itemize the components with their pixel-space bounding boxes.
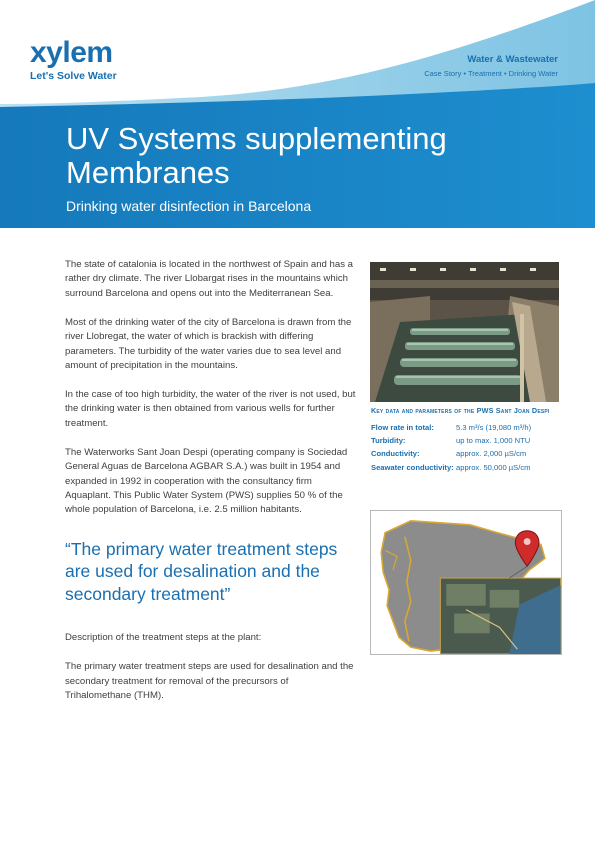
key-data-title: Key data and parameters of the PWS Sant Joan Despi: [371, 406, 550, 415]
key-data-value: approx. 2,000 µS/cm: [456, 449, 527, 459]
paragraph: The Waterworks Sant Joan Despi (operating company is Sociedad General Aguas de Barcelona AGBAR S.A.) was built in 1954 and expanded in 1992 in cooperation with the consultancy firm Aquaplant. This Public Water System (PWS) supplies 50 % of the whole population of Barcelona, i.e. 2.5 million habitants.: [65, 446, 348, 516]
title-block: [66, 122, 486, 214]
key-data-row: [371, 434, 561, 447]
paragraph: The state of catalonia is located in the northwest of Spain and has a rather dry climate. The river Llobargat rises in the mountains which surround Barcelona and opens out into the Mediterranean Sea.: [65, 259, 353, 299]
plant-photo: [370, 262, 559, 402]
paragraph: Description of the treatment steps at the plant:: [65, 632, 262, 644]
main-text-column: [65, 258, 357, 718]
key-data-row: [371, 447, 561, 460]
key-data-value: approx. 50,000 µS/cm: [456, 462, 531, 472]
spain-map: [370, 510, 562, 655]
logo-wordmark: xylem: [30, 36, 113, 69]
paragraph: In the case of too high turbidity, the water of the river is not used, but the drinking water is then obtained from various wells for further treatment.: [65, 389, 356, 429]
key-data-panel: [371, 406, 561, 474]
key-data-label: Flow rate in total:: [371, 423, 434, 432]
pull-quote: “The primary water treatment steps are used for desalination and the secondary treatment”: [65, 538, 338, 604]
paragraph: Most of the drinking water of the city of Barcelona is drawn from the river Llobregat, the water of which is brackish with differing parameters. The turbidity of the water varies due to sea level and amount of precipitation in the mountains.: [65, 316, 352, 372]
paragraph: The primary water treatment steps are used for desalination and the secondary treatment for removal of the precursors of Trihalomethane (THM).: [65, 661, 354, 702]
key-data-value: up to max. 1,000 NTU: [456, 436, 531, 446]
page-title: UV Systems supplementing Membranes: [66, 121, 447, 190]
key-data-value: 5.3 m³/s (19,080 m³/h): [456, 423, 532, 432]
key-data-label: Conductivity:: [371, 449, 420, 459]
xylem-logo[interactable]: [30, 38, 117, 82]
page-subtitle: Drinking water disinfection in Barcelona: [66, 198, 312, 214]
key-data-row: [371, 421, 561, 434]
key-data-row: [371, 461, 561, 474]
breadcrumb: Case Story • Treatment • Drinking Water: [424, 69, 558, 78]
key-data-label: Turbidity:: [371, 436, 406, 446]
header-category: [424, 54, 558, 78]
logo-tagline: Let's Solve Water: [30, 70, 117, 82]
key-data-label: Seawater conductivity:: [371, 462, 454, 472]
category-label: Water & Wastewater: [467, 54, 558, 65]
